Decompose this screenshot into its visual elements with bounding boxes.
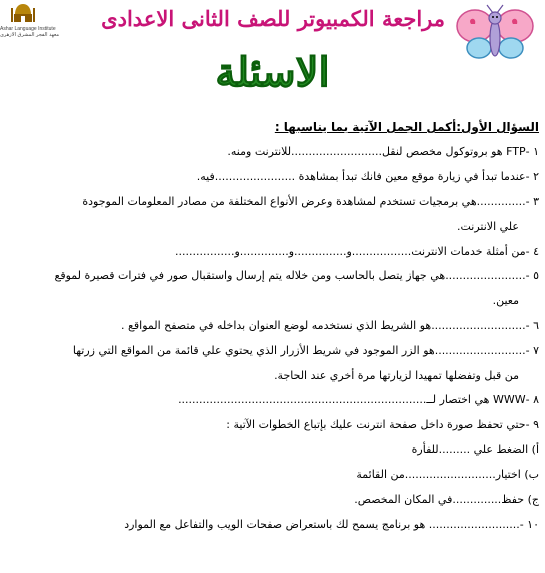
sub-step-line: أ) الضغط علي .........للفأرة bbox=[411, 443, 539, 456]
question-line: ٦ -...........................هو الشريط الذي نستخدمه لوضع العنوان بداخله في متصفح المواقع . bbox=[121, 319, 539, 332]
question-line: ١٠ -.......................... هو برنامج يسمح لك باستعراض صفحات الويب والتفاعل مع الموارد bbox=[124, 518, 539, 531]
sub-step-line: ب) اختيار..........................من القائمة bbox=[356, 468, 539, 481]
question-line: ٨ -WWW هي اختصار لــ....................................................................... bbox=[178, 393, 539, 406]
question-line: ٩ -حتي تحفظ صورة داخل صفحة انترنت عليك بإتباع الخطوات الآتية : bbox=[226, 418, 539, 431]
questions-title: الاسئلة bbox=[215, 49, 330, 96]
question-line-continuation: معين. bbox=[492, 294, 519, 307]
page-header-title: مراجعة الكمبيوتر للصف الثانى الاعدادى bbox=[101, 6, 445, 31]
butterfly-icon bbox=[453, 4, 537, 64]
question-line: ٥ -.......................هي جهاز يتصل بالحاسب ومن خلاله يتم إرسال واستقبال صور في فترات قصيرة لموقع bbox=[54, 269, 539, 282]
logo-arabic-text: معهد الفجر المشرق الازهرى bbox=[0, 32, 60, 38]
question-line: ٤ -من أمثلة خدمات الانترنت.................و...............و..............و................. bbox=[175, 245, 539, 258]
question-one-heading: السؤال الأول:أكمل الجمل الآتية بما يناسبها : bbox=[274, 120, 539, 134]
question-line-continuation: من قبل وتفضلها تمهيدا لزيارتها مرة أخري عند الحاجة. bbox=[274, 369, 519, 382]
question-line-continuation: علي الانترنت. bbox=[456, 220, 519, 233]
mosque-icon bbox=[10, 2, 36, 24]
institute-logo bbox=[0, 2, 60, 46]
question-line: ٧ -..........................هو الزر الموجود في شريط الأزرار الذي يحتوي علي قائمة من المواقع التي زرتها bbox=[72, 344, 539, 357]
sub-step-line: ج) حفظ..............في المكان المخصص. bbox=[354, 493, 539, 506]
logo-english-text: Ashar Language Institute bbox=[0, 26, 56, 32]
question-line: ١ -FTP هو بروتوكول مخصص لنقل..........................للانترنت ومنه. bbox=[227, 145, 539, 158]
question-line: ٢ -عندما تبدأ في زيارة موقع معين فانك تبدأ بمشاهدة .......................فيه. bbox=[196, 170, 539, 183]
question-line: ٣ -..............هي برمجيات تستخدم لمشاهدة وعرض الأنواع المختلفة من مصادر المعلومات الموجودة bbox=[82, 195, 539, 208]
